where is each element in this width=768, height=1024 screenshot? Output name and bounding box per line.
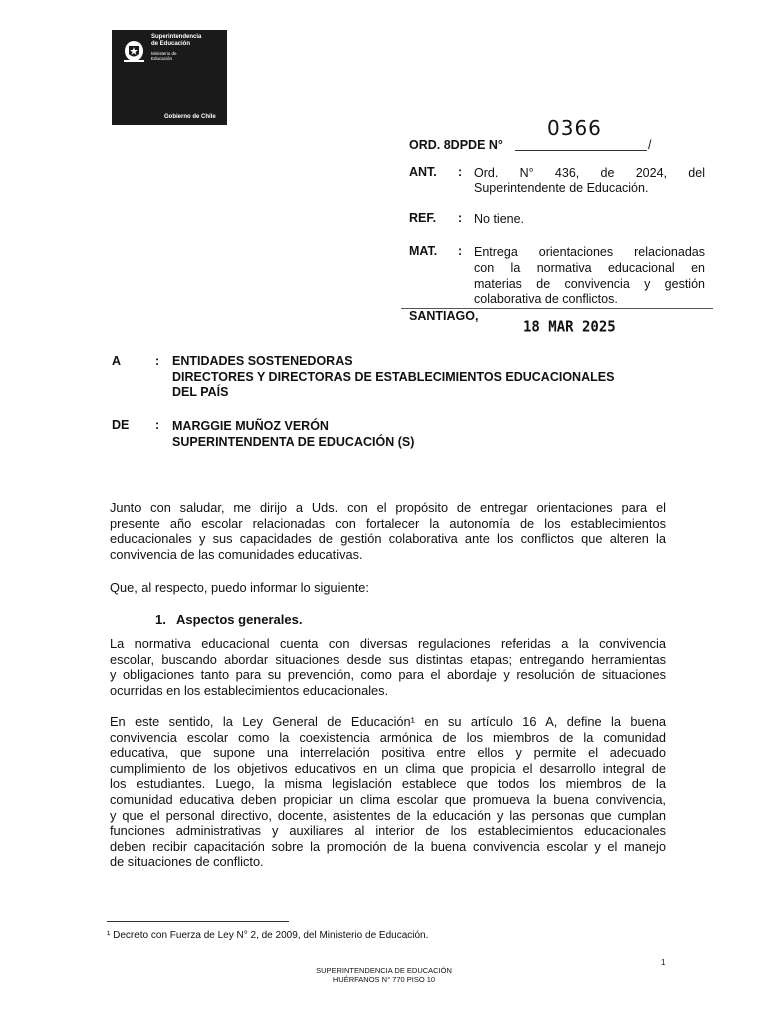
institution-logo (112, 30, 227, 125)
logo-title: Superintendencia de Educación (151, 34, 202, 47)
que-line: Que, al respecto, puedo informar lo siguiente: (110, 580, 369, 595)
paragraph-line: funciones administrativas y auxiliares al interior de los establecimientos educacionales (110, 823, 666, 839)
ord-label: ORD. 8DPDE N° (409, 138, 503, 152)
paragraph-line: ocurridas en los establecimientos educacionales. (110, 682, 389, 698)
footer-line1: SUPERINTENDENCIA DE EDUCACIÓN (316, 966, 452, 975)
from-line2: SUPERINTENDENTA DE EDUCACIÓN (S) (172, 435, 415, 449)
ord-underline (515, 150, 647, 151)
mat-label: MAT. (409, 244, 438, 258)
to-recipients (172, 354, 614, 401)
ref-value: No tiene. (474, 212, 525, 226)
footnote-separator (107, 921, 289, 922)
intro-line: presente año escolar relacionadas con fortalecer la autonomía de los establecimientos (110, 515, 666, 531)
intro-line: educacionales y sus capacidades de gestión colaborativa ante los conflictos que alteren la (110, 531, 666, 547)
mat-line3: materias de convivencia y gestión (474, 277, 705, 291)
mat-line4: colaborativa de conflictos. (474, 292, 618, 306)
paragraph-line: los estudiantes. Luego, la misma legislación establece que todos los miembros de la (110, 776, 666, 792)
from-line1: MARGGIE MUÑOZ VERÓN (172, 419, 329, 433)
section-title: Aspectos generales. (176, 612, 303, 627)
mat-colon: : (458, 244, 463, 258)
ant-line1: Ord. N° 436, de 2024, del (474, 166, 705, 180)
page-number: 1 (661, 958, 666, 967)
paragraph-line: cumplimiento de los objetivos educativos en un clima que propicia el desarrollo integral de (110, 760, 666, 776)
ant-colon: : (458, 165, 463, 179)
paragraph-line: escolar, buscando abordar situaciones desde sus distintas etapas; entregando herramientas (110, 651, 666, 667)
to-line2: DIRECTORES Y DIRECTORAS DE ESTABLECIMIENTOS EDUCACIONALES (172, 369, 615, 384)
place-label: SANTIAGO, (409, 309, 479, 323)
footer-line2: HUÉRFANOS N° 770 PISO 10 (332, 975, 436, 984)
ref-colon: : (458, 211, 463, 225)
paragraph-line: y obligaciones tanto para su prevención, como para el abordaje y resolución de situaciones (110, 667, 666, 683)
intro-line: convivencia de las comunidades educativas. (110, 546, 363, 562)
section-number: 1. (155, 612, 166, 627)
ant-label: ANT. (409, 165, 437, 179)
from-colon: : (155, 418, 160, 432)
mat-line1: Entrega orientaciones relacionadas (474, 245, 705, 259)
paragraph-line: y que el personal directivo, docente, asistentes de la educación y las personas que cumplan (110, 807, 666, 823)
ord-number: 0366 (547, 116, 602, 140)
ant-line2: Superintendente de Educación. (474, 181, 649, 195)
paragraph-line: En este sentido, la Ley General de Educación¹ en su artículo 16 A, define la buena (110, 714, 666, 729)
footer-address (284, 966, 484, 984)
to-line3: DEL PAÍS (172, 385, 229, 399)
mat-line2: con la normativa educacional en (474, 261, 705, 275)
paragraph-line: deben recibir capacitación sobre la promoción de la buena convivencia escolar y el manejo (110, 838, 666, 854)
logo-subtitle: Ministerio de Educación (151, 51, 177, 61)
paragraph-line: de situaciones de conflicto. (110, 854, 264, 870)
to-colon: : (155, 354, 160, 368)
from-label: DE (112, 418, 130, 432)
paragraph-line: convivencia escolar como la coexistencia armónica de los miembros de la comunidad (110, 729, 666, 745)
paragraph-line: educativa, que supone una interrelación positiva entre ellos y permite el adecuado (110, 745, 666, 761)
to-label: A (112, 354, 122, 368)
paragraph-line: comunidad educativa deben propiciar un clima escolar que promueva la buena convivencia, (110, 791, 666, 807)
footnote: ¹ Decreto con Fuerza de Ley N° 2, de 2009, del Ministerio de Educación. (107, 930, 429, 941)
ref-label: REF. (409, 211, 437, 225)
intro-paragraph (110, 500, 666, 562)
paragraph-line: La normativa educacional cuenta con diversas regulaciones referidas a la convivencia (110, 636, 666, 651)
coat-of-arms-icon (120, 36, 148, 64)
to-line1: ENTIDADES SOSTENEDORAS (172, 354, 353, 368)
logo-government: Gobierno de Chile (164, 114, 216, 120)
paragraph-normativa (110, 636, 666, 698)
date-stamp: 18 MAR 2025 (523, 318, 616, 336)
from-sender (172, 418, 414, 450)
paragraph-ley-general (110, 714, 666, 870)
intro-line: Junto con saludar, me dirijo a Uds. con el propósito de entregar orientaciones para el (110, 500, 666, 515)
ord-slash: / (648, 138, 652, 152)
